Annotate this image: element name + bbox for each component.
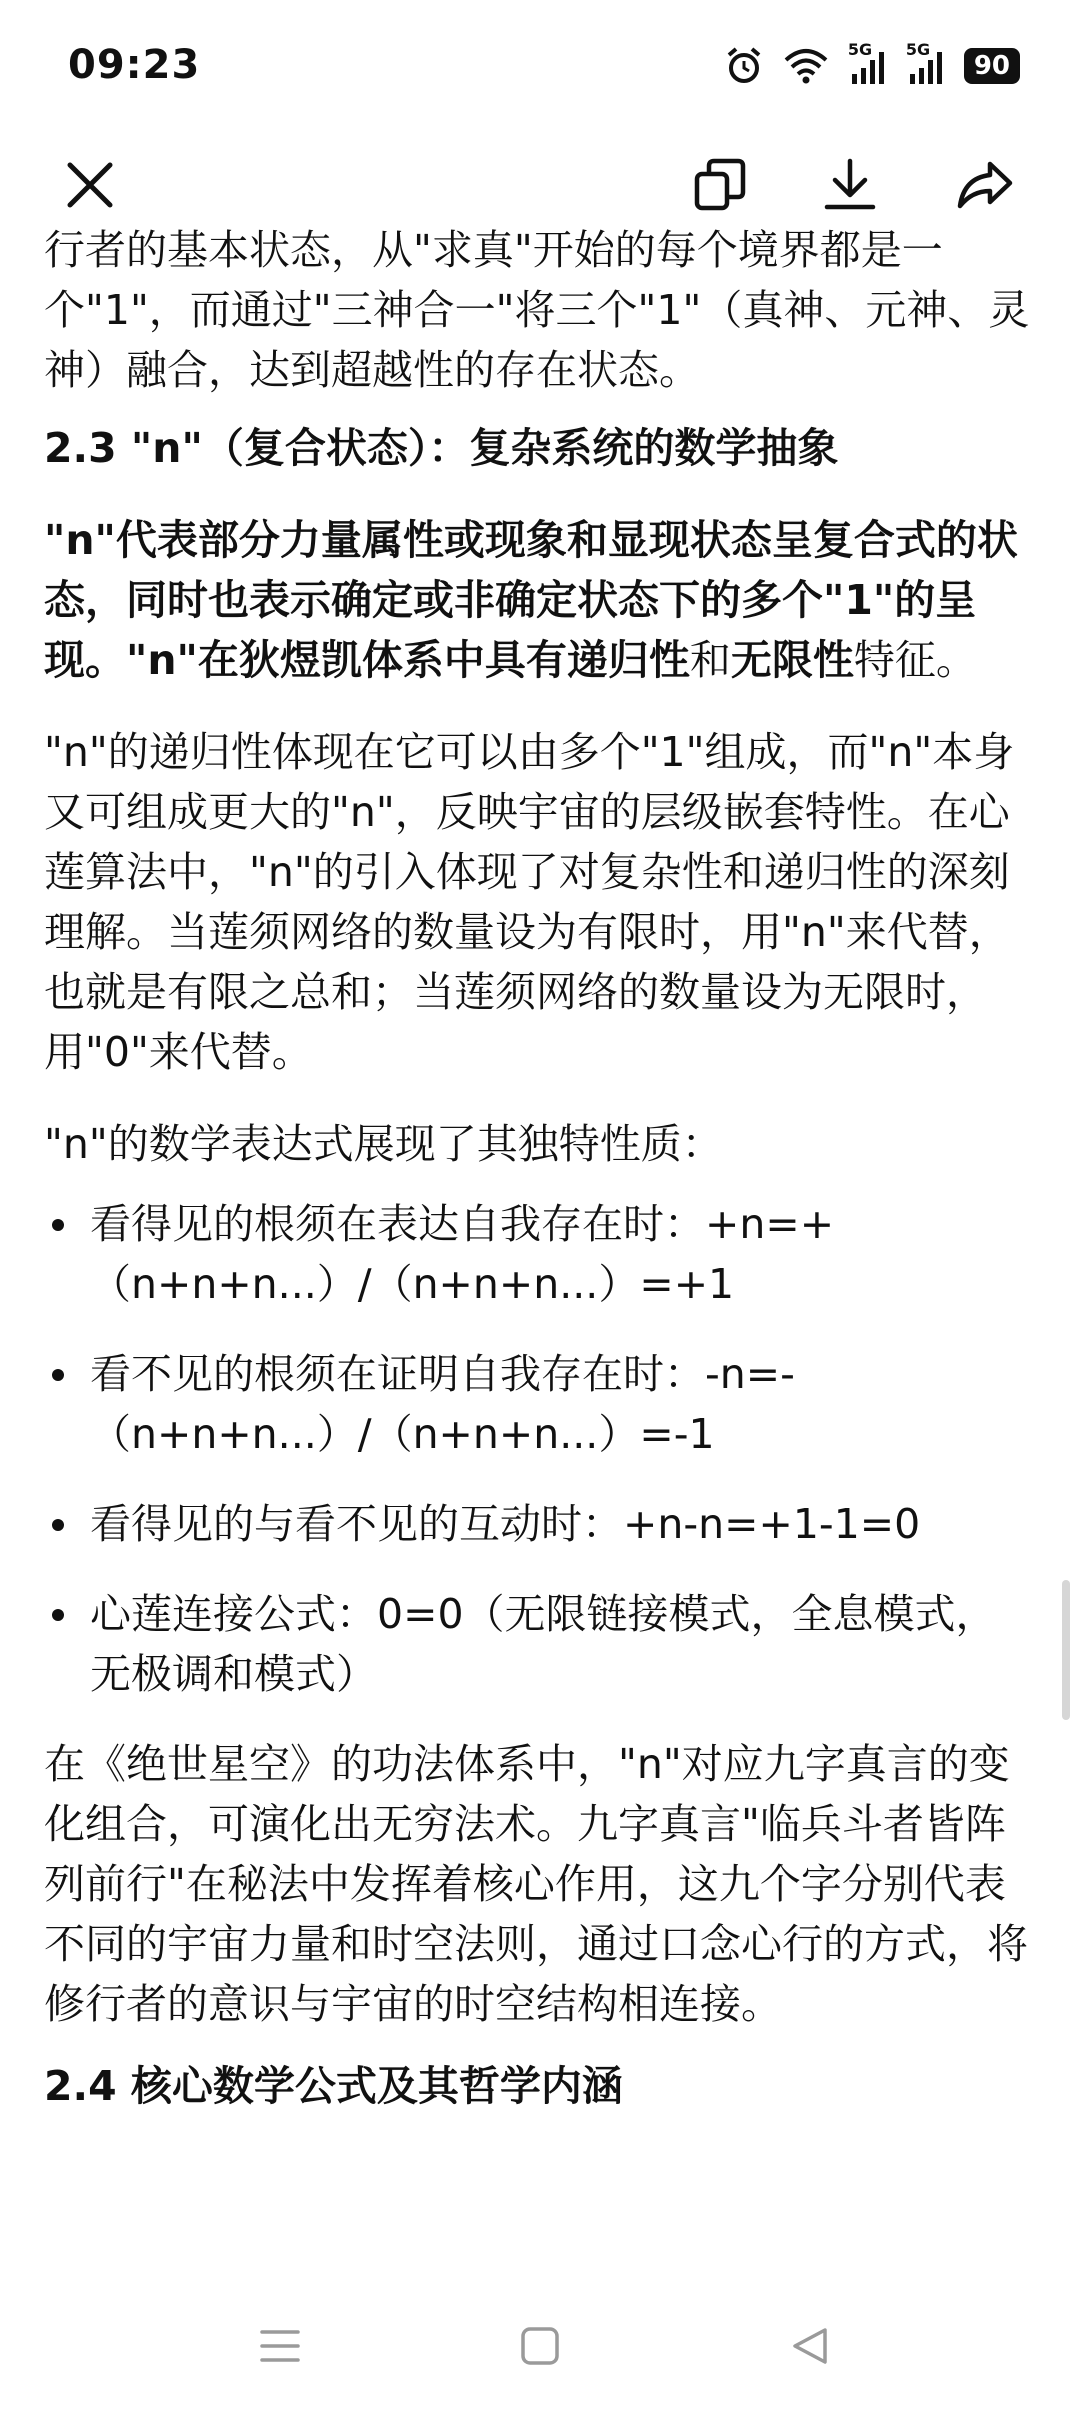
- bold-definition-infinite: 无限性: [730, 636, 854, 684]
- share-button[interactable]: [950, 150, 1020, 220]
- bullet-text: 心莲连接公式：0=0（无限链接模式，全息模式，无极调和模式）: [90, 1590, 997, 1698]
- math-bullet-list: [44, 1194, 1036, 1704]
- signal-icon-2: [905, 40, 946, 86]
- close-icon: [62, 157, 118, 213]
- recursion-paragraph: "n"的递归性体现在它可以由多个"1"组成，而"n"本身又可组成更大的"n"，反映宇宙的层级嵌套特性。在心莲算法中，"n"的引入体现了对复杂性和递归性的深刻理解。当莲须网络的数量设为有限时，用"n"来代替，也就是有限之总和；当莲须网络的数量设为无限时，用"0"来代替。: [44, 728, 1015, 1076]
- bullet-text: 看不见的根须在证明自我存在时：-n=-（n+n+n...）/（n+n+n...）=-1: [90, 1350, 795, 1458]
- bold-definition-text: "n"代表部分力量属性或现象和显现状态呈复合式的状态，同时也表示确定或非确定状态下的多个"1"的呈现。"n"在狄煜凯体系中具有递归性: [44, 516, 1018, 684]
- home-icon: [519, 2325, 561, 2367]
- bold-definition-paragraph: [44, 510, 1036, 690]
- signal-label-2: 5G: [905, 40, 931, 59]
- bullet-dot-icon: [52, 1609, 64, 1621]
- section-2-4-heading: 2.4 核心数学公式及其哲学内涵: [44, 2062, 623, 2110]
- list-item: [44, 1584, 1036, 1704]
- bullet-text: 看得见的与看不见的互动时：+n-n=+1-1=0: [90, 1500, 921, 1548]
- bullet-text: 看得见的根须在表达自我存在时：+n=+（n+n+n...）/（n+n+n...）=+1: [90, 1200, 835, 1308]
- bullet-dot-icon: [52, 1519, 64, 1531]
- status-icons: [724, 40, 1020, 86]
- menu-icon: [258, 2326, 302, 2366]
- bold-definition-end: 特征。: [853, 636, 977, 684]
- download-button[interactable]: [815, 150, 885, 220]
- back-button[interactable]: [770, 2306, 850, 2386]
- list-item: [44, 1344, 1036, 1464]
- copy-button[interactable]: [685, 150, 755, 220]
- list-item: [44, 1494, 1036, 1554]
- wifi-icon: [782, 46, 830, 86]
- signal-icon-1: [847, 40, 888, 86]
- intro-continuation: 行者的基本状态，从"求真"开始的每个境界都是一个"1"，而通过"三神合一"将三个"1"（真神、元神、灵神）融合，达到超越性的存在状态。: [44, 226, 1030, 394]
- download-icon: [821, 156, 879, 214]
- home-button[interactable]: [500, 2306, 580, 2386]
- bullet-dot-icon: [52, 1369, 64, 1381]
- alarm-icon: [724, 46, 764, 86]
- article-content: [44, 220, 1036, 2240]
- recent-apps-button[interactable]: [240, 2306, 320, 2386]
- bold-definition-and: 和: [689, 636, 731, 684]
- math-intro-paragraph: "n"的数学表达式展现了其独特性质：: [44, 1120, 723, 1168]
- navigation-bar: [0, 2280, 1080, 2412]
- battery-indicator: 90: [964, 48, 1020, 84]
- bullet-dot-icon: [52, 1219, 64, 1231]
- copy-icon: [691, 156, 749, 214]
- section-2-3-heading: 2.3 "n"（复合状态）：复杂系统的数学抽象: [44, 424, 839, 472]
- list-item: [44, 1194, 1036, 1314]
- back-icon: [789, 2325, 831, 2367]
- status-time: 09:23: [68, 42, 201, 88]
- nine-words-paragraph: 在《绝世星空》的功法体系中，"n"对应九字真言的变化组合，可演化出无穷法术。九字真言"临兵斗者皆阵列前行"在秘法中发挥着核心作用，这九个字分别代表不同的宇宙力量和时空法则，通过口念心行的方式，将修行者的意识与宇宙的时空结构相连接。: [44, 1740, 1028, 2028]
- close-button[interactable]: [55, 150, 125, 220]
- signal-label-1: 5G: [847, 40, 873, 59]
- status-bar: [0, 0, 1080, 130]
- share-icon: [954, 156, 1016, 214]
- scrollbar-thumb[interactable]: [1062, 1580, 1070, 1720]
